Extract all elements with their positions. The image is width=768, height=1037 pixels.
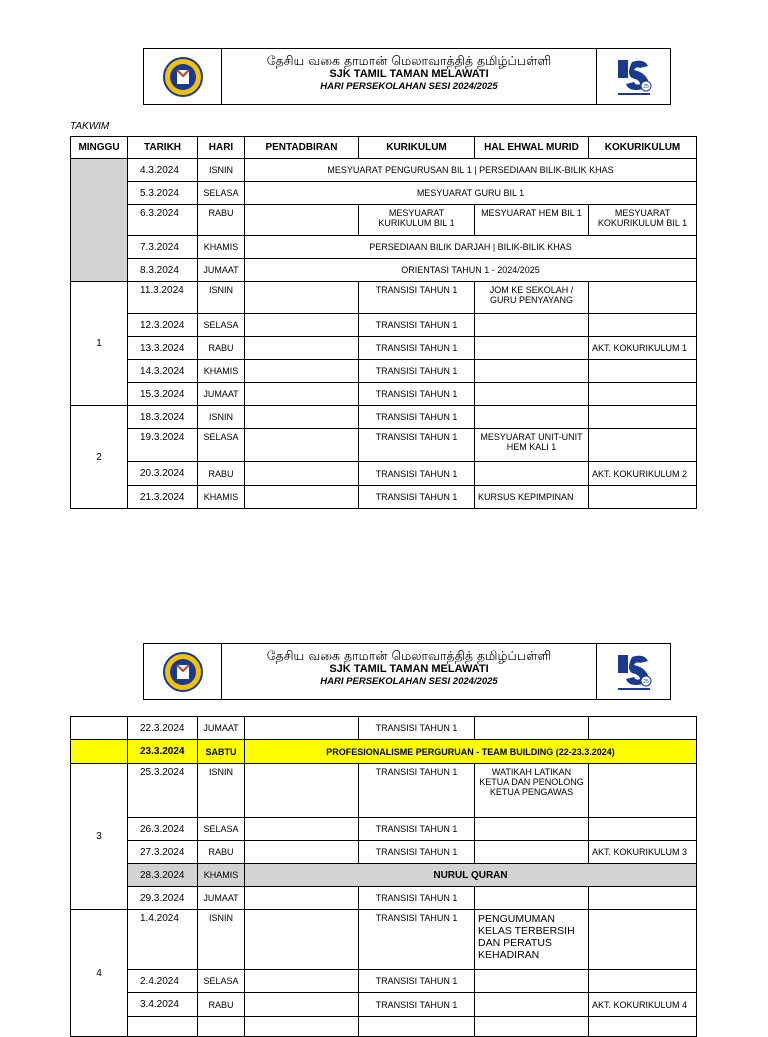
table-row (71, 764, 697, 818)
tarikh-cell: 11.3.2024 (128, 282, 198, 314)
pentadbiran-cell (245, 429, 359, 462)
ministry-logo-icon (614, 651, 654, 693)
kokurikulum-cell (589, 818, 697, 841)
tarikh-cell: 18.3.2024 (128, 406, 198, 429)
minggu-cell: 1 (71, 282, 128, 406)
kurikulum-cell: TRANSISI TAHUN 1 (359, 841, 475, 864)
table-row (71, 970, 697, 993)
col-header-hari: HARI (198, 137, 245, 159)
tarikh-cell: 3.4.2024 (128, 993, 198, 1017)
kurikulum-cell: TRANSISI TAHUN 1 (359, 486, 475, 509)
event-cell: MESYUARAT PENGURUSAN BIL 1 | PERSEDIAAN BILIK-BILIK KHAS (245, 159, 697, 182)
hari-cell: JUMAAT (198, 383, 245, 406)
kokurikulum-cell (589, 282, 697, 314)
table-row (71, 841, 697, 864)
takwim-label: TAKWIM (70, 121, 110, 132)
school-crest-cell (144, 49, 222, 104)
col-header-kokurikulum: KOKURIKULUM (589, 137, 697, 159)
kokurikulum-cell (589, 970, 697, 993)
kokurikulum-cell (589, 910, 697, 970)
kokurikulum-cell: AKT. KOKURIKULUM 1 (589, 337, 697, 360)
ministry-logo-cell (596, 49, 670, 104)
hari-cell: SELASA (198, 314, 245, 337)
hem-cell (475, 1017, 589, 1037)
col-header-kurikulum: KURIKULUM (359, 137, 475, 159)
tarikh-cell: 28.3.2024 (128, 864, 198, 887)
hari-cell: KHAMIS (198, 236, 245, 259)
table-row (71, 159, 697, 182)
hem-cell: MESYUARAT UNIT-UNIT HEM KALI 1 (475, 429, 589, 462)
table-row-highlight (71, 740, 697, 764)
tarikh-cell: 27.3.2024 (128, 841, 198, 864)
hari-cell: ISNIN (198, 764, 245, 818)
school-crest-icon (162, 651, 204, 693)
logo-number: 25 (642, 83, 649, 90)
table-row (71, 818, 697, 841)
minggu-cell: 4 (71, 910, 128, 1037)
hari-cell: RABU (198, 337, 245, 360)
pentadbiran-cell (245, 970, 359, 993)
kurikulum-cell (359, 1017, 475, 1037)
table-row (71, 462, 697, 486)
kokurikulum-cell: AKT. KOKURIKULUM 3 (589, 841, 697, 864)
pentadbiran-cell (245, 462, 359, 486)
table-row (71, 236, 697, 259)
hari-cell: ISNIN (198, 159, 245, 182)
tarikh-cell: 5.3.2024 (128, 182, 198, 205)
pentadbiran-cell (245, 1017, 359, 1037)
hem-cell (475, 887, 589, 910)
kokurikulum-cell (589, 406, 697, 429)
kokurikulum-cell (589, 887, 697, 910)
session-title: HARI PERSEKOLAHAN SESI 2024/2025 (320, 81, 498, 92)
kokurikulum-cell (589, 314, 697, 337)
table-row (71, 282, 697, 314)
kokurikulum-cell (589, 717, 697, 740)
kurikulum-cell: TRANSISI TAHUN 1 (359, 314, 475, 337)
table-row (71, 259, 697, 282)
table-row (71, 486, 697, 509)
table-row (71, 887, 697, 910)
tarikh-cell (128, 1017, 198, 1037)
hari-cell: ISNIN (198, 406, 245, 429)
hem-cell (475, 406, 589, 429)
tarikh-cell: 8.3.2024 (128, 259, 198, 282)
tarikh-cell: 7.3.2024 (128, 236, 198, 259)
kurikulum-cell: TRANSISI TAHUN 1 (359, 337, 475, 360)
hem-cell (475, 818, 589, 841)
kurikulum-cell: TRANSISI TAHUN 1 (359, 360, 475, 383)
kurikulum-cell: TRANSISI TAHUN 1 (359, 818, 475, 841)
tarikh-cell: 22.3.2024 (128, 717, 198, 740)
pentadbiran-cell (245, 717, 359, 740)
kurikulum-cell: TRANSISI TAHUN 1 (359, 383, 475, 406)
kurikulum-cell: TRANSISI TAHUN 1 (359, 406, 475, 429)
event-cell: MESYUARAT GURU BIL 1 (245, 182, 697, 205)
hem-cell: KURSUS KEPIMPINAN (475, 486, 589, 509)
hari-cell: KHAMIS (198, 360, 245, 383)
hem-cell (475, 970, 589, 993)
table-row (71, 717, 697, 740)
school-crest-icon (162, 56, 204, 98)
minggu-cell: 3 (71, 764, 128, 910)
hem-cell: WATIKAH LATIKAN KETUA DAN PENOLONG KETUA PENGAWAS (475, 764, 589, 818)
col-header-minggu: MINGGU (71, 137, 128, 159)
pentadbiran-cell (245, 764, 359, 818)
kurikulum-cell: TRANSISI TAHUN 1 (359, 993, 475, 1017)
hari-cell: JUMAAT (198, 887, 245, 910)
hem-cell: MESYUARAT HEM BIL 1 (475, 205, 589, 236)
col-header-tarikh: TARIKH (128, 137, 198, 159)
tarikh-cell: 2.4.2024 (128, 970, 198, 993)
schedule-table-2 (70, 716, 697, 1037)
tarikh-cell: 12.3.2024 (128, 314, 198, 337)
kokurikulum-cell (589, 383, 697, 406)
ministry-logo-cell (596, 644, 670, 699)
pentadbiran-cell (245, 314, 359, 337)
table-row (71, 383, 697, 406)
hari-cell (198, 1017, 245, 1037)
hem-cell: JOM KE SEKOLAH / GURU PENYAYANG (475, 282, 589, 314)
kurikulum-cell: TRANSISI TAHUN 1 (359, 970, 475, 993)
tarikh-cell: 20.3.2024 (128, 462, 198, 486)
minggu-cell-orientation (71, 159, 128, 282)
table-row (71, 1017, 697, 1037)
tamil-school-name: தேசிய வகை தாமான் மெலாவாத்தித் தமிழ்ப்பள்ளி (266, 648, 552, 663)
kokurikulum-cell (589, 764, 697, 818)
hari-cell: RABU (198, 462, 245, 486)
table-row (71, 429, 697, 462)
table-row (71, 406, 697, 429)
hari-cell: JUMAAT (198, 259, 245, 282)
hem-cell (475, 360, 589, 383)
school-header (143, 48, 671, 105)
table-row (71, 360, 697, 383)
tarikh-cell: 15.3.2024 (128, 383, 198, 406)
logo-number: 25 (642, 678, 649, 685)
table-row-nurul-quran (71, 864, 697, 887)
pentadbiran-cell (245, 841, 359, 864)
kokurikulum-cell (589, 1017, 697, 1037)
kurikulum-cell: TRANSISI TAHUN 1 (359, 282, 475, 314)
kurikulum-cell: MESYUARAT KURIKULUM BIL 1 (359, 205, 475, 236)
tarikh-cell: 13.3.2024 (128, 337, 198, 360)
col-header-hem: HAL EHWAL MURID (475, 137, 589, 159)
kokurikulum-cell: AKT. KOKURIKULUM 4 (589, 993, 697, 1017)
hari-cell: RABU (198, 841, 245, 864)
table-row (71, 182, 697, 205)
hem-cell: PENGUMUMAN KELAS TERBERSIH DAN PERATUS KEHADIRAN (475, 910, 589, 970)
minggu-cell (71, 717, 128, 740)
pentadbiran-cell (245, 360, 359, 383)
pentadbiran-cell (245, 205, 359, 236)
kokurikulum-cell: MESYUARAT KOKURIKULUM BIL 1 (589, 205, 697, 236)
table-row (71, 314, 697, 337)
hari-cell: JUMAAT (198, 717, 245, 740)
pentadbiran-cell (245, 406, 359, 429)
pentadbiran-cell (245, 887, 359, 910)
school-name: SJK TAMIL TAMAN MELAWATI (329, 68, 489, 80)
kurikulum-cell: TRANSISI TAHUN 1 (359, 910, 475, 970)
ministry-logo-icon (614, 56, 654, 98)
tarikh-cell: 29.3.2024 (128, 887, 198, 910)
school-name: SJK TAMIL TAMAN MELAWATI (329, 663, 489, 675)
tarikh-cell: 14.3.2024 (128, 360, 198, 383)
hari-cell: SELASA (198, 818, 245, 841)
event-cell: NURUL QURAN (245, 864, 697, 887)
kokurikulum-cell: AKT. KOKURIKULUM 2 (589, 462, 697, 486)
hem-cell (475, 337, 589, 360)
hari-cell: RABU (198, 205, 245, 236)
table-row (71, 337, 697, 360)
hem-cell (475, 993, 589, 1017)
hem-cell (475, 383, 589, 406)
pentadbiran-cell (245, 910, 359, 970)
minggu-cell: 2 (71, 406, 128, 509)
tarikh-cell: 25.3.2024 (128, 764, 198, 818)
pentadbiran-cell (245, 383, 359, 406)
session-title: HARI PERSEKOLAHAN SESI 2024/2025 (320, 676, 498, 687)
pentadbiran-cell (245, 818, 359, 841)
pentadbiran-cell (245, 993, 359, 1017)
tarikh-cell: 1.4.2024 (128, 910, 198, 970)
schedule-table-1 (70, 136, 697, 509)
tarikh-cell: 4.3.2024 (128, 159, 198, 182)
school-crest-cell (144, 644, 222, 699)
hari-cell: KHAMIS (198, 864, 245, 887)
tarikh-cell: 21.3.2024 (128, 486, 198, 509)
event-cell: PROFESIONALISME PERGURUAN - TEAM BUILDING (22-23.3.2024) (245, 740, 697, 764)
kurikulum-cell: TRANSISI TAHUN 1 (359, 717, 475, 740)
kurikulum-cell: TRANSISI TAHUN 1 (359, 429, 475, 462)
kokurikulum-cell (589, 486, 697, 509)
col-header-pentadbiran: PENTADBIRAN (245, 137, 359, 159)
tarikh-cell: 23.3.2024 (128, 740, 198, 764)
hem-cell (475, 314, 589, 337)
kurikulum-cell: TRANSISI TAHUN 1 (359, 887, 475, 910)
table-row (71, 205, 697, 236)
hari-cell: SELASA (198, 429, 245, 462)
tamil-school-name: தேசிய வகை தாமான் மெலாவாத்தித் தமிழ்ப்பள்ளி (266, 53, 552, 68)
hem-cell (475, 462, 589, 486)
table-row (71, 910, 697, 970)
kokurikulum-cell (589, 429, 697, 462)
tarikh-cell: 6.3.2024 (128, 205, 198, 236)
hari-cell: SELASA (198, 182, 245, 205)
hem-cell (475, 717, 589, 740)
tarikh-cell: 19.3.2024 (128, 429, 198, 462)
hari-cell: KHAMIS (198, 486, 245, 509)
minggu-cell (71, 740, 128, 764)
hari-cell: ISNIN (198, 282, 245, 314)
kurikulum-cell: TRANSISI TAHUN 1 (359, 764, 475, 818)
tarikh-cell: 26.3.2024 (128, 818, 198, 841)
pentadbiran-cell (245, 337, 359, 360)
hari-cell: SABTU (198, 740, 245, 764)
hem-cell (475, 841, 589, 864)
event-cell: PERSEDIAAN BILIK DARJAH | BILIK-BILIK KHAS (245, 236, 697, 259)
kurikulum-cell: TRANSISI TAHUN 1 (359, 462, 475, 486)
event-cell: ORIENTASI TAHUN 1 - 2024/2025 (245, 259, 697, 282)
hari-cell: RABU (198, 993, 245, 1017)
kokurikulum-cell (589, 360, 697, 383)
hari-cell: ISNIN (198, 910, 245, 970)
pentadbiran-cell (245, 486, 359, 509)
table-row (71, 993, 697, 1017)
hari-cell: SELASA (198, 970, 245, 993)
school-header-page-2 (143, 643, 671, 700)
pentadbiran-cell (245, 282, 359, 314)
